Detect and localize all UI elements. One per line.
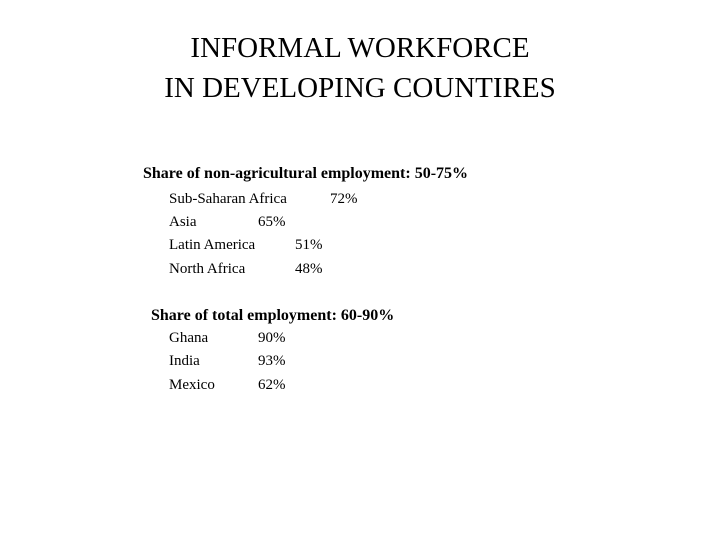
row-value-india: 93% bbox=[258, 353, 286, 369]
row-value-latin-america: 51% bbox=[295, 237, 323, 253]
row-value-sub-saharan-africa: 72% bbox=[330, 191, 358, 207]
row-value-north-africa: 48% bbox=[295, 261, 323, 277]
row-value-asia: 65% bbox=[258, 214, 286, 230]
title-line-1: INFORMAL WORKFORCE bbox=[190, 32, 530, 64]
row-value-mexico: 62% bbox=[258, 377, 286, 393]
row-label-india: India bbox=[169, 353, 200, 369]
row-value-ghana: 90% bbox=[258, 330, 286, 346]
row-label-sub-saharan-africa: Sub-Saharan Africa bbox=[169, 191, 287, 207]
page-title bbox=[0, 28, 720, 108]
title-line-2: IN DEVELOPING COUNTIRES bbox=[164, 72, 556, 104]
row-label-ghana: Ghana bbox=[169, 330, 209, 346]
section-heading-total-employment: Share of total employment: 60-90% bbox=[151, 307, 395, 324]
section-heading-non-agricultural: Share of non-agricultural employment: 50-75% bbox=[143, 165, 469, 182]
row-label-north-africa: North Africa bbox=[169, 261, 246, 277]
row-label-asia: Asia bbox=[169, 214, 197, 230]
row-label-latin-america: Latin America bbox=[169, 237, 256, 253]
row-label-mexico: Mexico bbox=[169, 377, 215, 393]
